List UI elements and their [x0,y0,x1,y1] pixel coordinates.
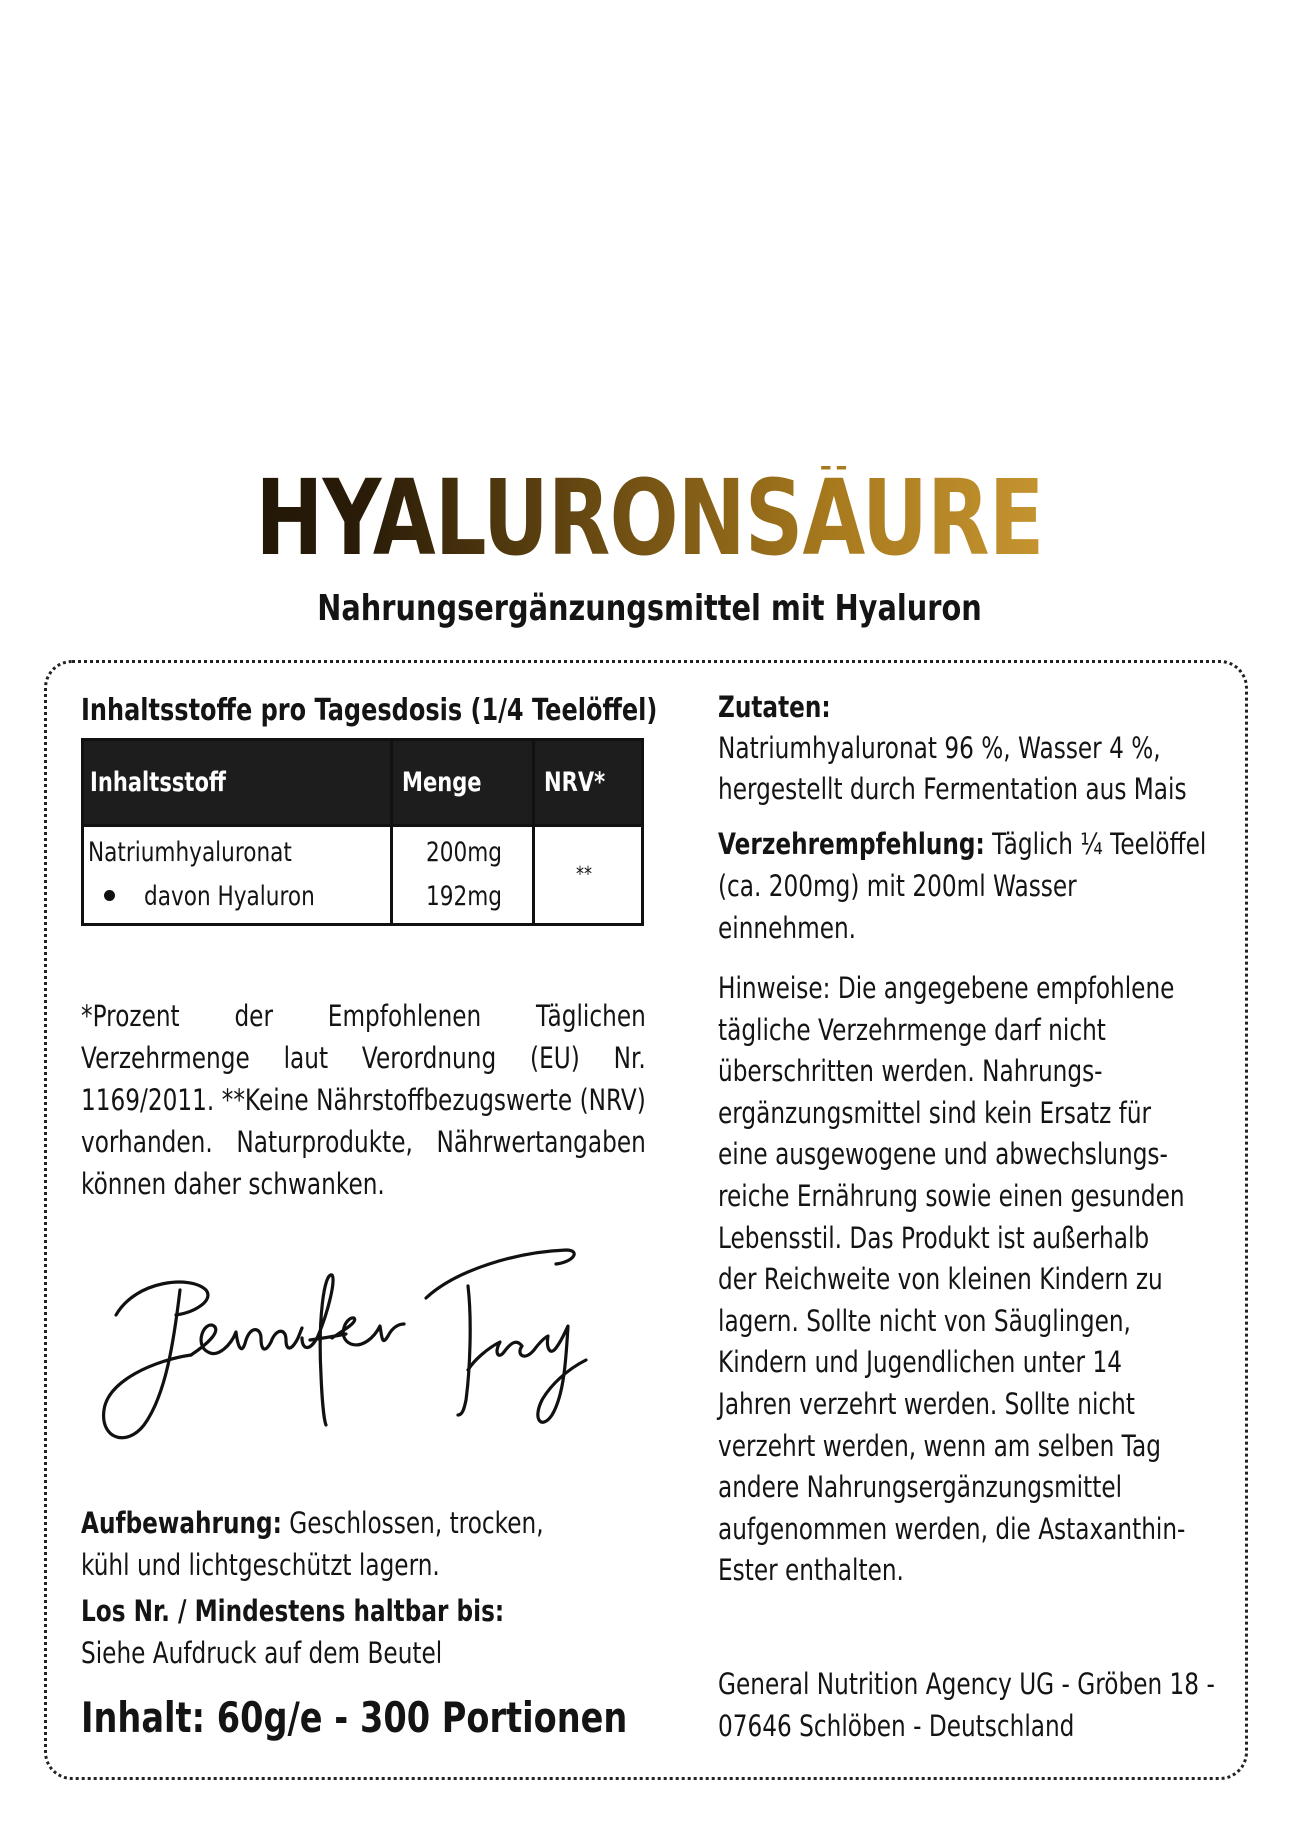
zutaten-line1: Natriumhyaluronat 96 %, Wasser 4 %, [718,731,1161,765]
hinweise-line: Jahren verzehrt werden. Sollte nicht [718,1386,1135,1421]
table-row2-amount: 192mg [426,881,502,912]
company-line1: General Nutrition Agency UG - Gröben 18 - [718,1667,1215,1701]
lot-value: Siehe Aufdruck auf dem Beutel [81,1636,443,1670]
hinweise-line: eine ausgewogene und abwechslungs- [718,1137,1168,1172]
hinweise-line: der Reichweite von kleinen Kindern zu [718,1262,1163,1297]
table-row2-name: davon Hyaluron [144,881,315,912]
hinweise-line: Lebensstil. Das Produkt ist außerhalb [718,1220,1150,1255]
table-row1-amount: 200mg [426,837,502,868]
zutaten-line2: hergestellt durch Fermentation aus Mais [718,772,1187,806]
recommendation-text [718,823,1206,865]
bullet-icon [104,890,115,901]
storage-label: Aufbewahrung: [81,1506,282,1540]
hinweise-line: lagern. Sollte nicht von Säuglingen, [718,1303,1131,1338]
ingredients-heading: Inhaltsstoffe pro Tagesdosis (1/4 Teelöffel) [81,693,658,728]
ingredients-table [81,738,644,926]
hinweise-line: Kindern und Jugendlichen unter 14 [718,1345,1122,1380]
hinweise-line: Ester enthalten. [718,1553,904,1588]
table-header-nrv: NRV* [544,767,606,798]
hinweise-line: ergänzungsmittel sind kein Ersatz für [718,1095,1152,1130]
recommendation-label: Verzehrempfehlung: [718,827,985,861]
hinweise-line: überschritten werden. Nahrungs- [718,1054,1103,1089]
table-row1-name: Natriumhyaluronat [88,837,292,868]
recommendation-line1: Täglich ¼ Teelöffel [984,827,1207,861]
hinweise-line: reiche Ernährung sowie einen gesunden [718,1178,1185,1213]
storage-line1: Geschlossen, trocken, [281,1506,544,1540]
table-nrv-value: ** [576,862,592,886]
zutaten-label: Zutaten: [718,690,831,724]
hinweise-line: verzehrt werden, wenn am selben Tag [718,1428,1161,1463]
product-title: HYALURONSÄURE [143,466,1156,570]
table-header-amount: Menge [402,767,482,798]
contents-text: Inhalt: 60g/e - 300 Portionen [81,1693,628,1742]
product-subtitle: Nahrungsergänzungsmittel mit Hyaluron [317,588,982,629]
company-line2: 07646 Schlöben - Deutschland [718,1709,1075,1743]
recommendation-line3: einnehmen. [718,911,857,945]
hinweise-line: Hinweise: Die angegebene empfohlene [718,971,1175,1005]
hinweise-line: aufgenommen werden, die Astaxanthin- [718,1511,1186,1546]
hinweise-text [718,968,1186,1592]
recommendation-line2: (ca. 200mg) mit 200ml Wasser [718,869,1077,903]
table-header-ingredient: Inhaltsstoff [90,767,226,798]
hinweise-line: tägliche Verzehrmenge darf nicht [718,1012,1106,1047]
signature-image [96,1220,596,1470]
storage-text [81,1502,544,1544]
footnote-text: *Prozent der Empfohlenen Täglichen Verzehrmenge laut Verordnung (EU) Nr. 1169/2011. **Keine Nährstoffbezugswerte (NRV) vorhanden. Naturprodukte, Nährwertangaben können daher schwanken. [81,999,646,1201]
storage-line2: kühl und lichtgeschützt lagern. [81,1548,440,1582]
hinweise-line: andere Nahrungsergänzungsmittel [718,1470,1123,1505]
lot-label: Los Nr. / Mindestens haltbar bis: [81,1594,505,1628]
